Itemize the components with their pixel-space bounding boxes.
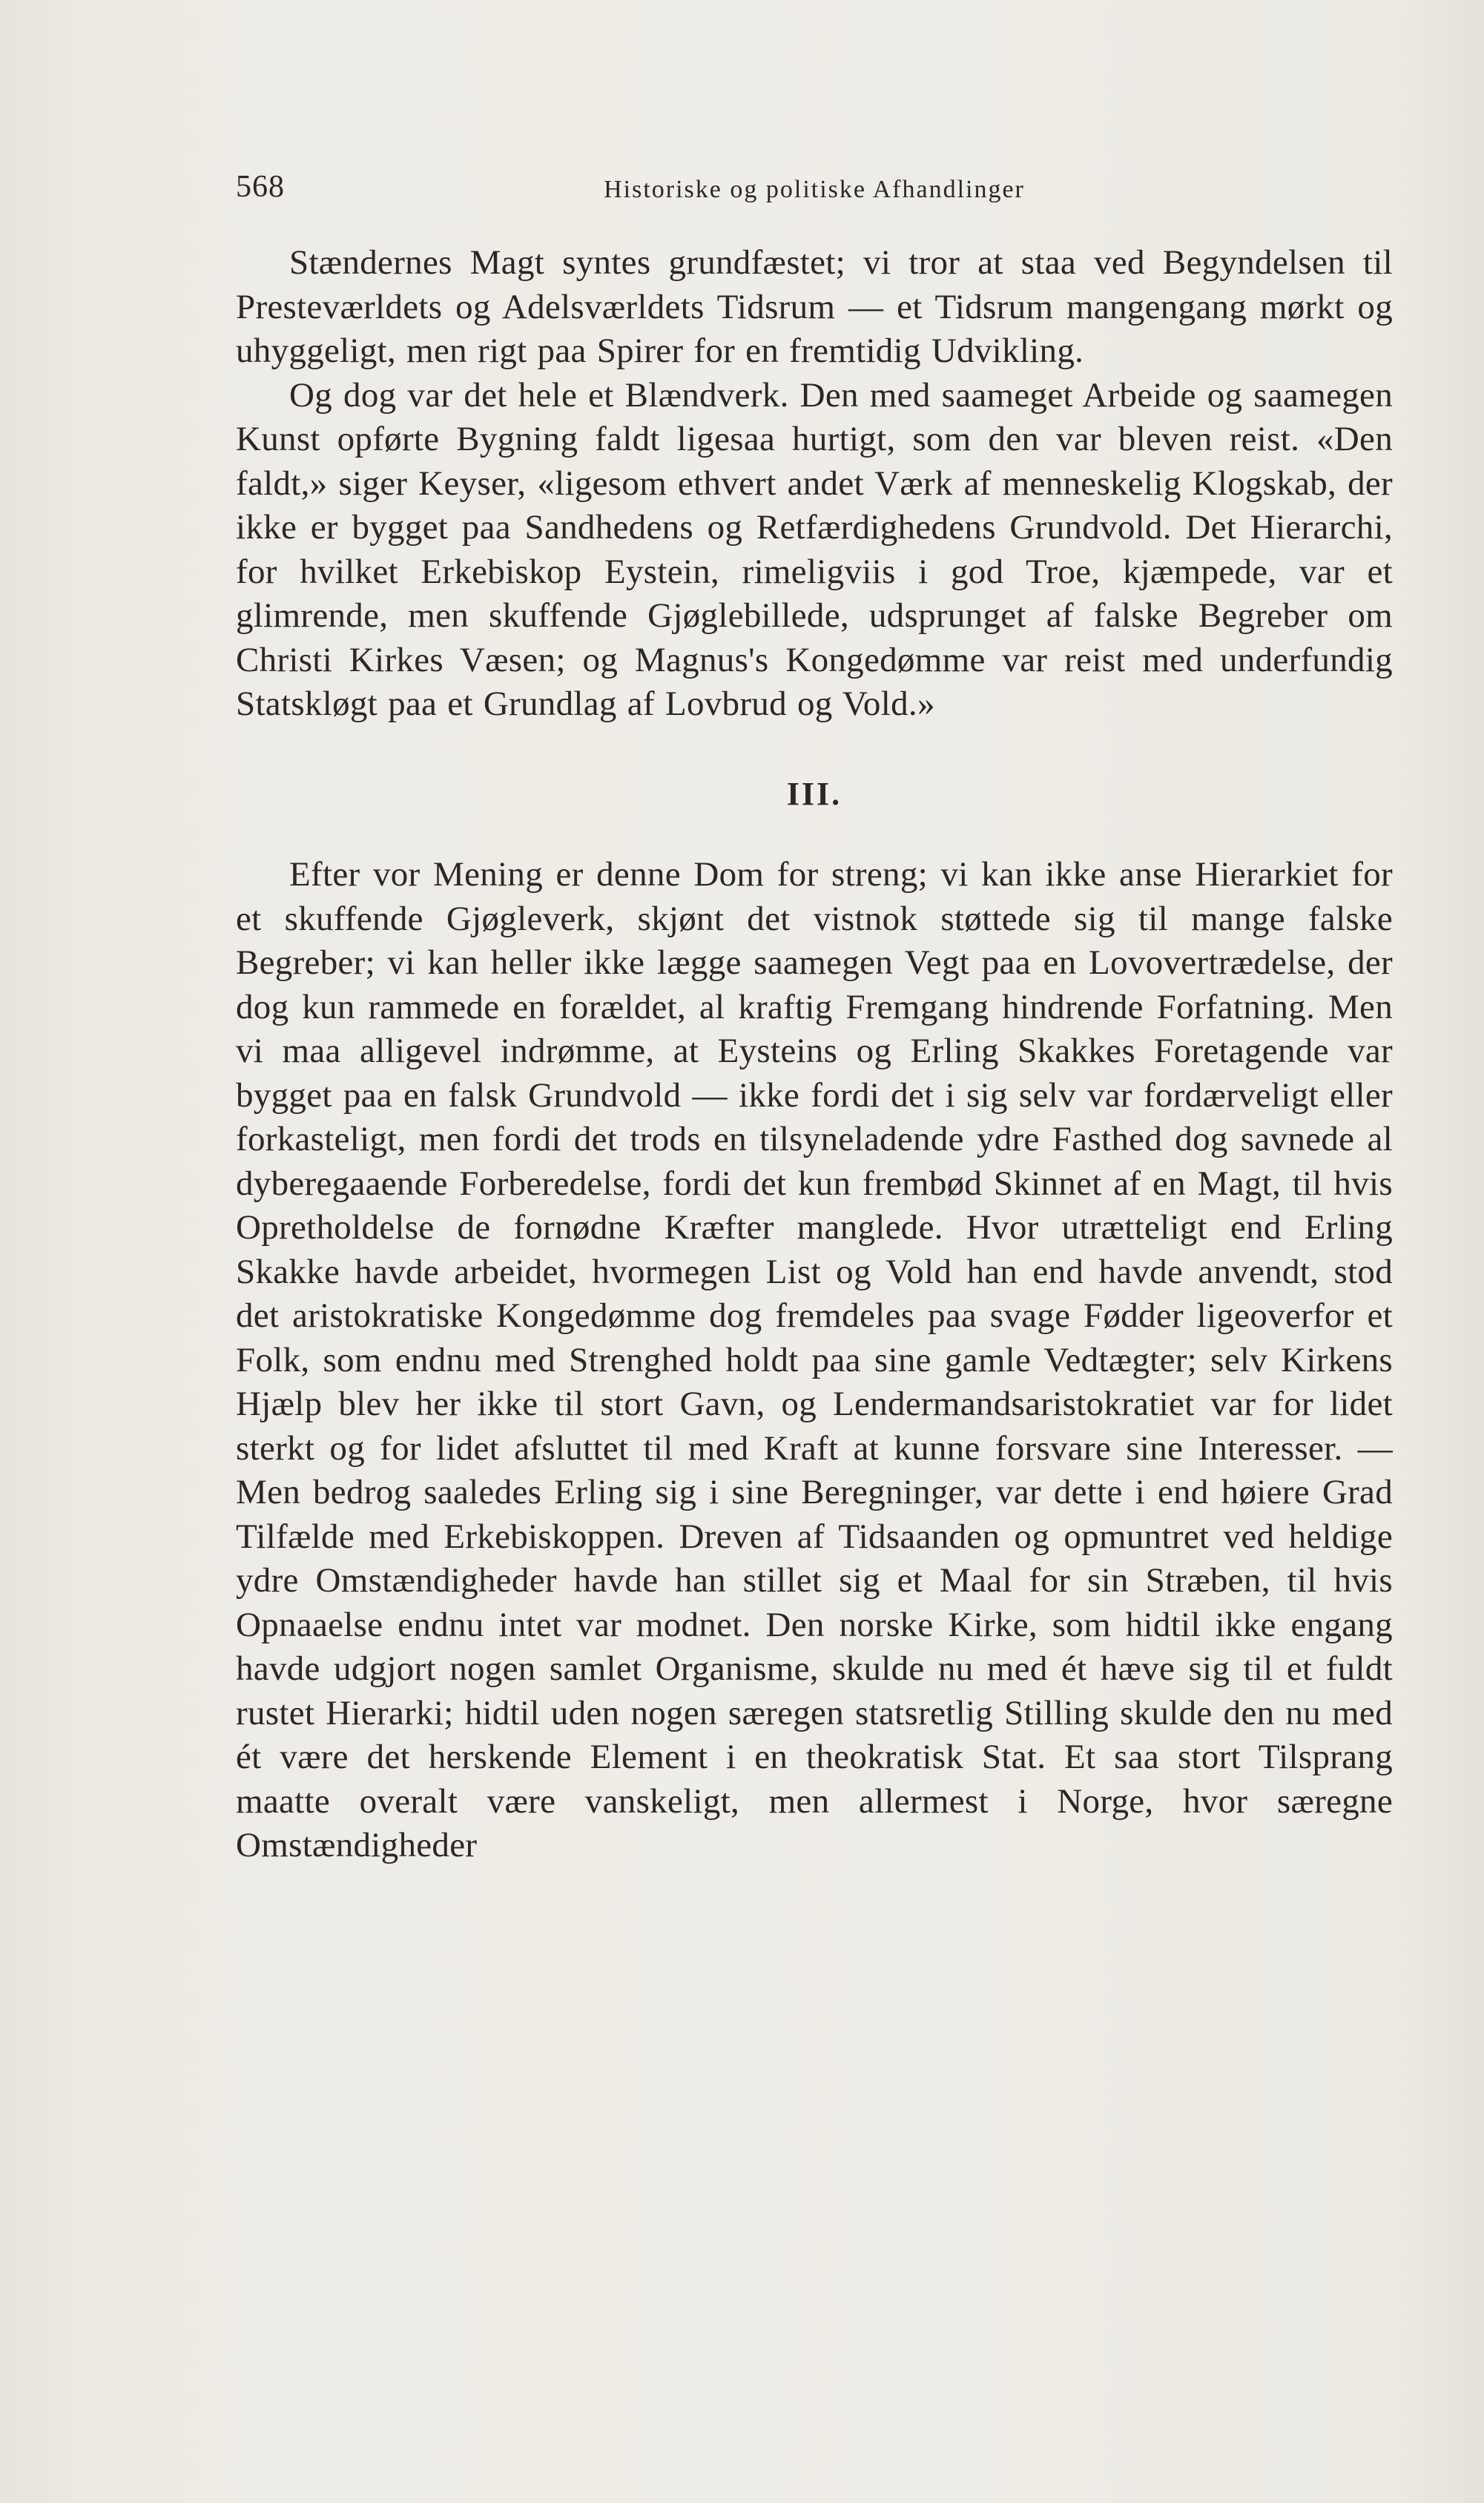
body-text <box>236 241 1393 1868</box>
running-title: Historiske og politiske Afhandlinger <box>604 176 1025 203</box>
page-header <box>236 165 1393 209</box>
paragraph-1: Stændernes Magt syntes grundfæstet; vi tror at staa ved Begyndelsen til Presteværldets og Adelsværldets Tidsrum — et Tidsrum mangengang mørkt og uhyggeligt, men rigt paa Spirer for en fremtidig Udvikling. <box>236 243 1393 370</box>
paragraph-2: Og dog var det hele et Blændverk. Den med saameget Arbeide og saamegen Kunst opførte Bygning faldt ligesaa hurtigt, som den var bleven reist. «Den faldt,» siger Keyser, «ligesom ethvert andet Værk af menneskelig Klogskab, der ikke er bygget paa Sandhedens og Retfærdighedens Grundvold. Det Hierarchi, for hvilket Erkebiskop Eystein, rimeligviis i god Troe, kjæmpede, var et glimrende, men skuffende Gjøglebillede, udsprunget af falske Begreber om Christi Kirkes Væsen; og Magnus's Kongedømme var reist med underfundig Statskløgt paa et Grundlag af Lovbrud og Vold.» <box>236 375 1393 723</box>
section-paragraph-1: Efter vor Mening er denne Dom for streng; vi kan ikke anse Hierarkiet for et skuffende Gjøgleverk, skjønt det vistnok støttede sig til mange falske Begreber; vi kan heller ikke lægge saamegen Vegt paa en Lovovertrædelse, der dog kun rammede en forældet, al kraftig Fremgang hindrende Forfatning. Men vi maa alligevel indrømme, at Eysteins og Erling Skakkes Foretagende var bygget paa en falsk Grundvold — ikke fordi det i sig selv var fordærveligt eller forkasteligt, men fordi det trods en tilsyneladende ydre Fasthed dog savnede al dyberegaaende Forberedelse, fordi det kun frembød Skinnet af en Magt, til hvis Opretholdelse de fornødne Kræfter manglede. Hvor utrætteligt end Erling Skakke havde arbeidet, hvormegen List og Vold han end havde anvendt, stod det aristokratiske Kongedømme dog fremdeles paa svage Fødder ligeoverfor et Folk, som endnu med Strenghed holdt paa sine gamle Vedtægter; selv Kirkens Hjælp blev her ikke til stort Gavn, og Lendermandsaristokratiet var for lidet sterkt og for lidet afsluttet til med Kraft at kunne forsvare sine Interesser. — Men bedrog saaledes Erling sig i sine Beregninger, var dette i end høiere Grad Tilfælde med Erkebiskoppen. Dreven af Tidsaanden og opmuntret ved heldige ydre Omstændigheder havde han stillet sig et Maal for sin Stræben, til hvis Opnaaelse endnu intet var modnet. Den norske Kirke, som hidtil ikke engang havde udgjort nogen samlet Organisme, skulde nu med ét hæve sig til et fuldt rustet Hierarki; hidtil uden nogen særegen statsretlig Stilling skulde den nu med ét være det herskende Element i en theokratisk Stat. Et saa stort Tilsprang maatte overalt være vanskeligt, men allermest i Norge, hvor særegne Omstændigheder <box>236 855 1393 1864</box>
section-heading: III. <box>786 775 842 812</box>
page-number: 568 <box>236 170 285 204</box>
